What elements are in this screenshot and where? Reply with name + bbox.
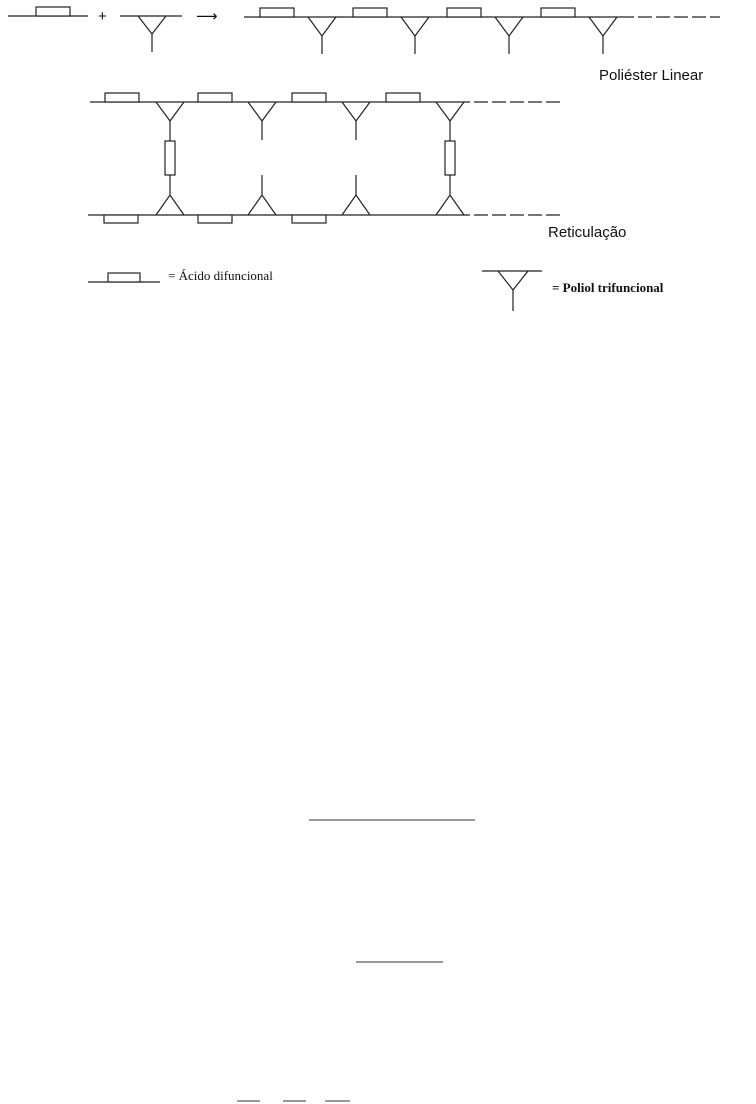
polyol-unit	[248, 195, 276, 215]
acid-unit	[386, 93, 420, 102]
acid-unit	[353, 8, 387, 17]
acid-unit	[104, 215, 138, 223]
crosslink	[165, 121, 175, 195]
reaction-arrow: ⟶	[196, 8, 218, 25]
legend-polyol-label: = Poliol trifuncional	[552, 280, 664, 295]
acid-unit	[105, 93, 139, 102]
polyol-unit	[248, 102, 276, 121]
acid-unit	[447, 8, 481, 17]
polyol-unit	[401, 17, 429, 54]
polyol-unit	[436, 102, 464, 121]
acid-unit	[292, 215, 326, 223]
acid-unit	[198, 93, 232, 102]
plus-operator: +	[98, 8, 107, 25]
network-top-chain	[90, 93, 562, 121]
polyol-unit	[436, 195, 464, 215]
acid-unit	[292, 93, 326, 102]
acid-unit	[198, 215, 232, 223]
polyol-unit	[589, 17, 617, 54]
linear-polyester-chain	[244, 8, 720, 54]
legend-acid-label: = Ácido difuncional	[168, 268, 273, 283]
network-bottom-chain	[88, 195, 562, 223]
polyol-unit	[495, 17, 523, 54]
reactant-acid	[8, 7, 88, 16]
reactant-polyol	[120, 16, 182, 52]
legend-polyol	[482, 271, 664, 311]
polyol-unit	[308, 17, 336, 54]
polyol-unit	[342, 195, 370, 215]
polyol-unit	[342, 102, 370, 121]
legend-acid	[88, 268, 273, 283]
acid-unit	[541, 8, 575, 17]
crosslink	[445, 121, 455, 195]
label-linear-polyester: Poliéster Linear	[599, 67, 704, 84]
acid-unit	[260, 8, 294, 17]
polyol-unit	[156, 102, 184, 121]
polyol-unit	[156, 195, 184, 215]
label-crosslinking: Reticulação	[548, 224, 627, 241]
